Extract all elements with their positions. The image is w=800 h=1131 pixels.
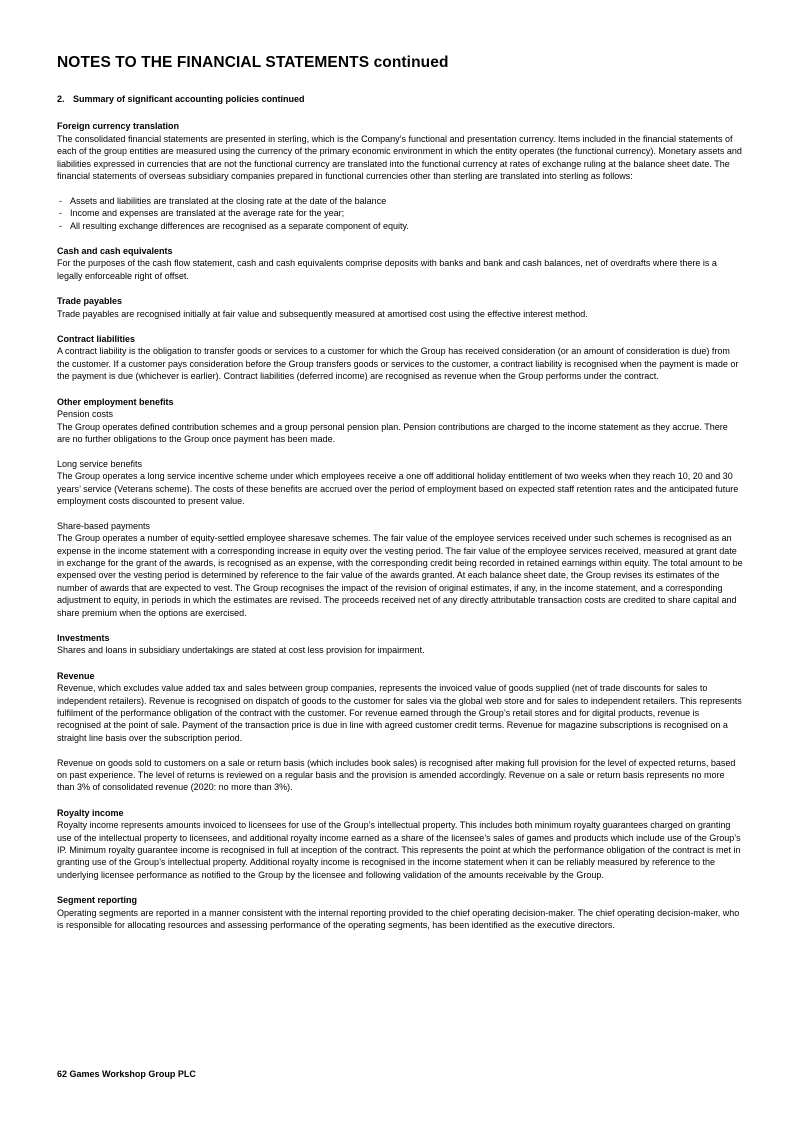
policy-subheading: Pension costs bbox=[57, 409, 114, 420]
policy-paragraph: The Group operates defined contribution schemes and a group personal pension plan. Pension contributions are charged to the income statement as they accrue. There are no further obligations to the Group once payment has been made. bbox=[57, 421, 728, 444]
policy-section bbox=[57, 894, 743, 931]
policy-section bbox=[57, 632, 743, 657]
bullet-item: - Income and expenses are translated at the average rate for the year; bbox=[57, 207, 743, 219]
policy-section bbox=[57, 670, 743, 794]
policy-paragraph: Operating segments are reported in a manner consistent with the internal reporting provided to the chief operating decision-maker. The chief operating decision-maker, who is responsible for allocating resources and assessing performance of the operating segments, has been identified as the executive directors. bbox=[57, 907, 740, 931]
policy-heading: Contract liabilities bbox=[57, 334, 136, 345]
page-footer: 62 Games Workshop Group PLC bbox=[57, 1069, 196, 1079]
policy-heading: Segment reporting bbox=[57, 895, 138, 906]
policy-section bbox=[57, 245, 743, 282]
policy-paragraph: Shares and loans in subsidiary undertakings are stated at cost less provision for impairment. bbox=[57, 645, 425, 656]
policy-paragraph: Revenue, which excludes value added tax and sales between group companies, represents the invoiced value of goods supplied (net of trade discounts for sales to independent retailers). Revenue is recognised on dispatch of goods to the customer for sales via the global web store and for sales to independent retailers. This represents fulfilment of the performance obligation of the contract with the customer. For revenue earned through the Group’s retail stores and for digital products, revenue is recognised at the point of sale. Payment of the transaction price is due in line with agreed customer credit terms. Revenue for magazine subscriptions is recognised on a straight line basis over the subscription period. bbox=[57, 683, 742, 743]
policy-heading: Investments bbox=[57, 632, 110, 643]
policy-heading: Foreign currency translation bbox=[57, 121, 180, 132]
policy-paragraph: Trade payables are recognised initially at fair value and subsequently measured at amortised cost using the effective interest method. bbox=[57, 308, 588, 319]
policy-paragraph: For the purposes of the cash flow statement, cash and cash equivalents comprise deposits with banks and bank and cash balances, net of overdrafts where there is a legally enforceable right of offset. bbox=[57, 258, 717, 281]
policy-section bbox=[57, 120, 743, 232]
note-heading bbox=[57, 93, 743, 105]
note-number: 2. bbox=[57, 94, 65, 104]
policy-heading: Cash and cash equivalents bbox=[57, 246, 173, 257]
policy-heading: Other employment benefits bbox=[57, 396, 174, 407]
policy-subheading: Long service benefits bbox=[57, 458, 143, 469]
policy-heading: Revenue bbox=[57, 670, 95, 681]
policy-section bbox=[57, 333, 743, 383]
note-title: Summary of significant accounting policies continued bbox=[73, 94, 305, 104]
bullet-list bbox=[57, 195, 743, 232]
policy-heading: Royalty income bbox=[57, 807, 124, 818]
policy-section bbox=[57, 807, 743, 881]
bullet-item: - All resulting exchange differences are recognised as a separate component of equity. bbox=[57, 220, 743, 232]
policy-paragraph: The consolidated financial statements are presented in sterling, which is the Company’s functional and presentation currency. Items included in the financial statements of each of the group entities are measured using the currency of the primary economic environment in which the entity operates (the functional currency). Monetary assets and liabilities expressed in currencies that are not the functional currency are translated into the functional currency at rates of exchange ruling at the balance sheet date. The financial statements of overseas subsidiary companies prepared in functional currencies other than sterling are translated into sterling as follows: bbox=[57, 133, 742, 182]
policy-paragraph: Royalty income represents amounts invoiced to licensees for use of the Group’s intellectual property. This includes both minimum royalty guarantees charged on granting use of the intellectual property to licensees, and additional royalty income earned as a share of the licensee’s sales of games and products which include use of the Group’s IP. Minimum royalty guarantee income is recognised in full at inception of the contract. This represents the point at which the performance obligation of the contract is met in granting use of the Group’s intellectual property. Additional royalty income is recognised in the income statement when it can be reliably measured by reference to the underlying licensee performance as notified to the Group by the licensee and following validation of the amounts receivable by the Group. bbox=[57, 820, 741, 880]
bullet-item: - Assets and liabilities are translated at the closing rate at the date of the balance bbox=[57, 195, 743, 207]
policy-paragraph: A contract liability is the obligation to transfer goods or services to a customer for which the Group has received consideration (or an amount of consideration is due) from the customer. If a customer pays consideration before the Group transfers goods or services to the customer, a contract liability is recognised when the payment is made or the payment is due (whichever is earlier). Contract liabilities (deferred income) are recognised as revenue when the Group performs under the contract. bbox=[57, 346, 739, 382]
page-title: NOTES TO THE FINANCIAL STATEMENTS continued bbox=[57, 54, 449, 71]
policy-section bbox=[57, 396, 743, 619]
policy-paragraph: The Group operates a long service incentive scheme under which employees receive a one off additional holiday entitlement of two weeks when they reach 10, 20 and 30 years’ service (Veterans scheme). The costs of these benefits are accrued over the period of employment based on expected staff retention rates and the anticipated future employment costs discounted to present value. bbox=[57, 471, 739, 506]
policy-paragraph: The Group operates a number of equity-settled employee sharesave schemes. The fair value of the employee services received under such schemes is recognised as an expense in the income statement with a corresponding increase in equity over the vesting period. The fair value of the employee services received, measured at grant date in exchange for the grant of the awards, is recognised as an expense, with the corresponding credit being recorded in retained earnings within equity. The total amount to be expensed over the vesting period is determined by reference to the fair value of the awards granted. At each balance sheet date, the Group revises its estimates of the number of awards that are expected to vest. The Group recognises the impact of the revision of original estimates, if any, in the income statement, and a corresponding adjustment to equity, in periods in which the estimates are revised. The proceeds received net of any directly attributable transaction costs are credited to share capital and share premium when the options are exercised. bbox=[57, 533, 743, 618]
policy-subheading: Share-based payments bbox=[57, 520, 151, 531]
policy-heading: Trade payables bbox=[57, 296, 123, 307]
policy-paragraph: Revenue on goods sold to customers on a sale or return basis (which includes book sales) is recognised after making full provision for the level of expected returns, based on past experience. The level of returns is reviewed on a regular basis and the provision is amended accordingly. Revenue on a sale or return basis represents no more than 3% of consolidated revenue (2020: no more than 3%). bbox=[57, 757, 736, 793]
policy-sections bbox=[57, 120, 743, 931]
policy-section bbox=[57, 295, 743, 320]
